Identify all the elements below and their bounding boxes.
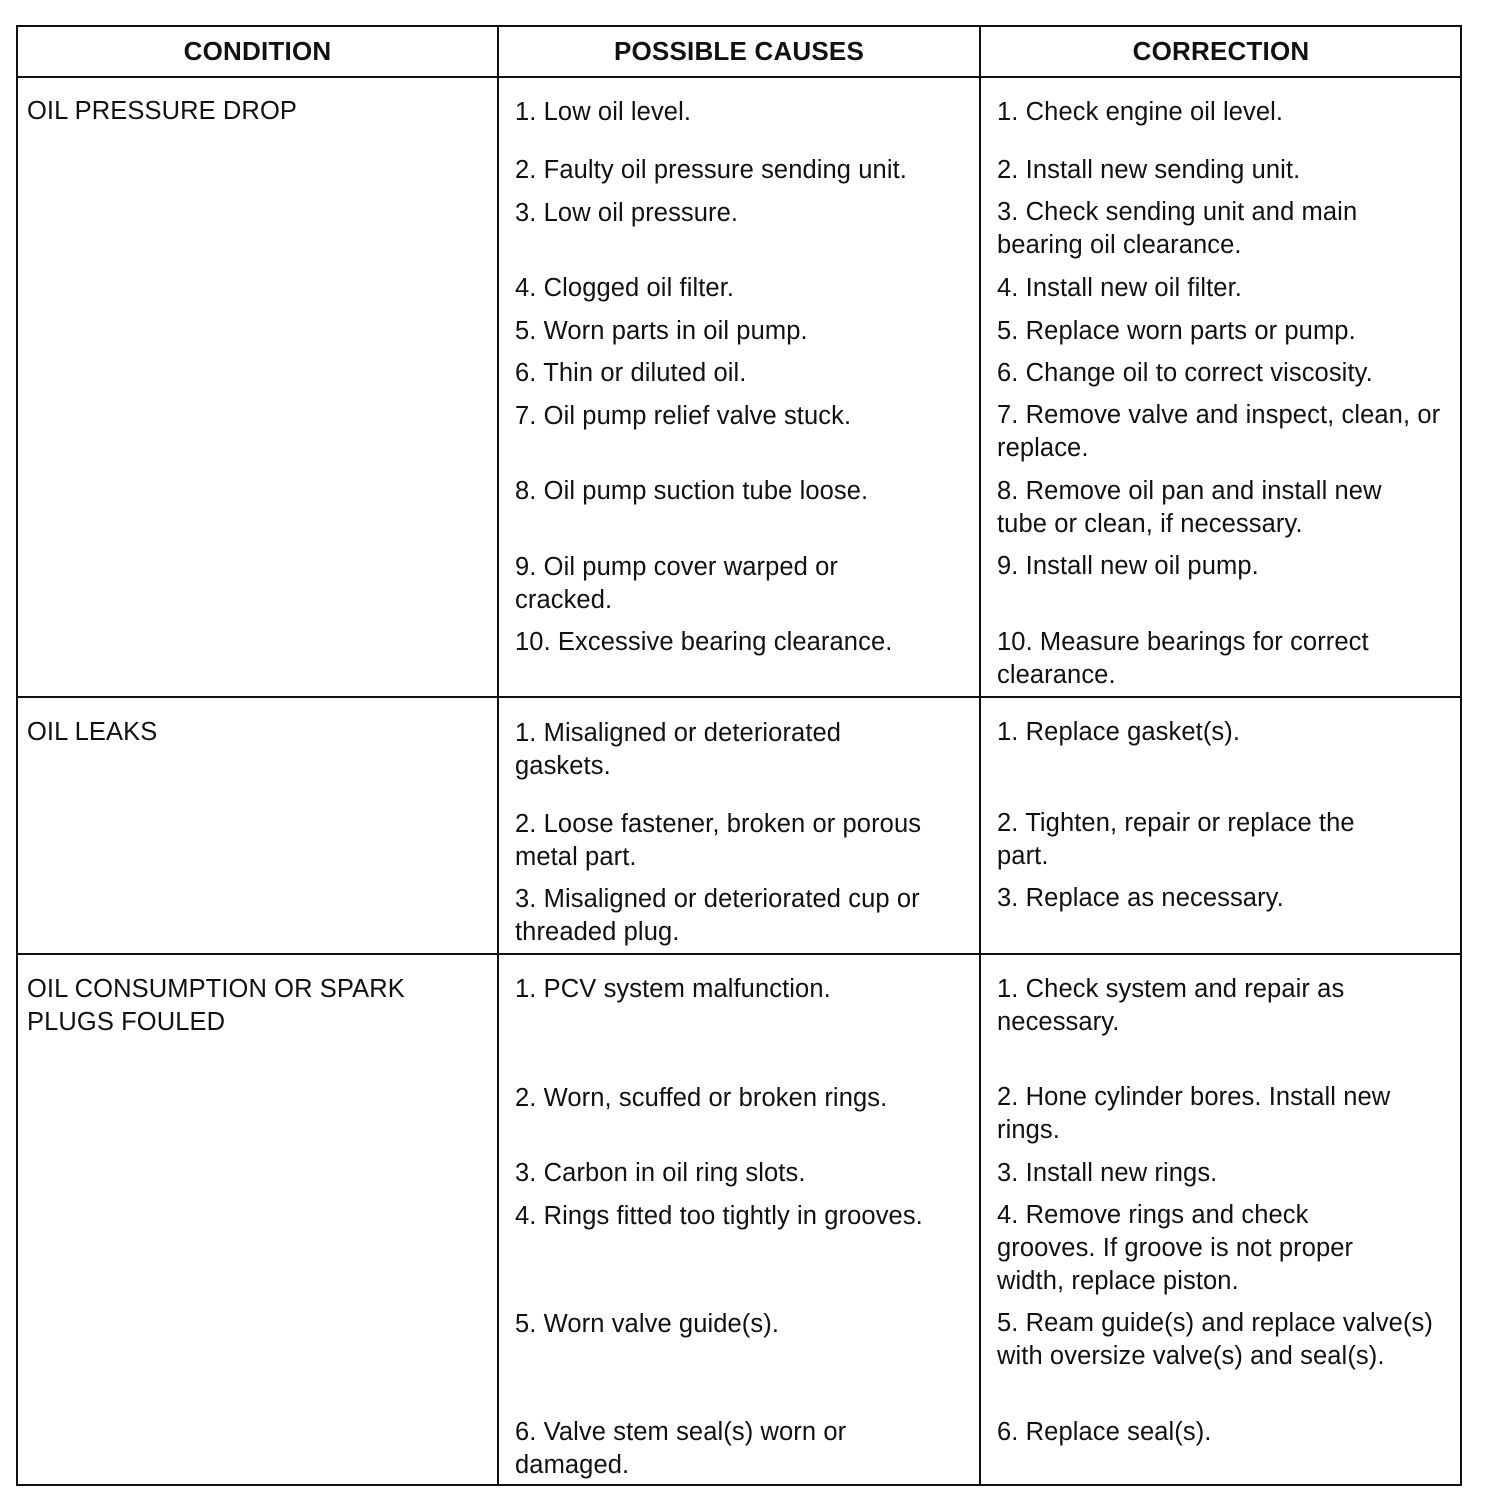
cause-consumption-4: 4. Rings fitted too tightly in grooves. [515,1202,923,1230]
correction-3: 3. Check sending unit and main bearing oil clearance. [997,198,1358,259]
correction-1: 1. Check engine oil level. [997,98,1284,126]
cause-8: 8. Oil pump suction tube loose. [515,477,869,505]
correction-7: 7. Remove valve and inspect, clean, or replace. [997,401,1441,462]
correction-consumption-2: 2. Hone cylinder bores. Install new rings. [997,1083,1391,1144]
cause-consumption-5: 5. Worn valve guide(s). [515,1310,780,1338]
cause-consumption-3: 3. Carbon in oil ring slots. [515,1159,806,1187]
section-divider-1 [16,696,1462,698]
header-correction: CORRECTION [1132,36,1310,66]
condition-oil-consumption: OIL CONSUMPTION OR SPARK PLUGS FOULED [27,975,405,1036]
correction-6: 6. Change oil to correct viscosity. [997,359,1373,387]
header-divider [16,76,1462,78]
condition-oil-leaks: OIL LEAKS [27,718,158,746]
header-condition: CONDITION [183,36,332,66]
section-divider-2 [16,953,1462,955]
correction-leaks-3: 3. Replace as necessary. [997,884,1284,912]
correction-consumption-5: 5. Ream guide(s) and replace valve(s) with oversize valve(s) and seal(s). [997,1309,1433,1370]
correction-5: 5. Replace worn parts or pump. [997,317,1356,345]
cause-consumption-6: 6. Valve stem seal(s) worn or damaged. [515,1418,847,1479]
condition-oil-pressure-drop: OIL PRESSURE DROP [27,97,297,125]
correction-10: 10. Measure bearings for correct clearance. [997,628,1369,689]
correction-consumption-3: 3. Install new rings. [997,1159,1218,1187]
correction-2: 2. Install new sending unit. [997,156,1301,184]
cause-3: 3. Low oil pressure. [515,199,739,227]
correction-9: 9. Install new oil pump. [997,552,1259,580]
cause-5: 5. Worn parts in oil pump. [515,317,808,345]
column-divider-2 [979,25,981,1486]
cause-consumption-2: 2. Worn, scuffed or broken rings. [515,1084,888,1112]
header-possible-causes: POSSIBLE CAUSES [613,36,865,66]
cause-consumption-1: 1. PCV system malfunction. [515,975,831,1003]
correction-4: 4. Install new oil filter. [997,274,1242,302]
cause-1: 1. Low oil level. [515,98,692,126]
cause-9: 9. Oil pump cover warped or cracked. [515,553,839,614]
cause-6: 6. Thin or diluted oil. [515,359,747,387]
cause-10: 10. Excessive bearing clearance. [515,628,893,656]
cause-4: 4. Clogged oil filter. [515,274,735,302]
correction-leaks-2: 2. Tighten, repair or replace the part. [997,809,1355,870]
cause-7: 7. Oil pump relief valve stuck. [515,402,852,430]
cause-leaks-2: 2. Loose fastener, broken or porous metal part. [515,810,922,871]
column-divider-1 [497,25,499,1486]
correction-leaks-1: 1. Replace gasket(s). [997,718,1241,746]
cause-leaks-1: 1. Misaligned or deteriorated gaskets. [515,719,842,780]
correction-consumption-6: 6. Replace seal(s). [997,1418,1212,1446]
correction-consumption-1: 1. Check system and repair as necessary. [997,975,1345,1036]
correction-8: 8. Remove oil pan and install new tube or clean, if necessary. [997,477,1382,538]
cause-leaks-3: 3. Misaligned or deteriorated cup or threaded plug. [515,885,920,946]
correction-consumption-4: 4. Remove rings and check grooves. If groove is not proper width, replace piston. [997,1201,1354,1295]
cause-2: 2. Faulty oil pressure sending unit. [515,156,907,184]
